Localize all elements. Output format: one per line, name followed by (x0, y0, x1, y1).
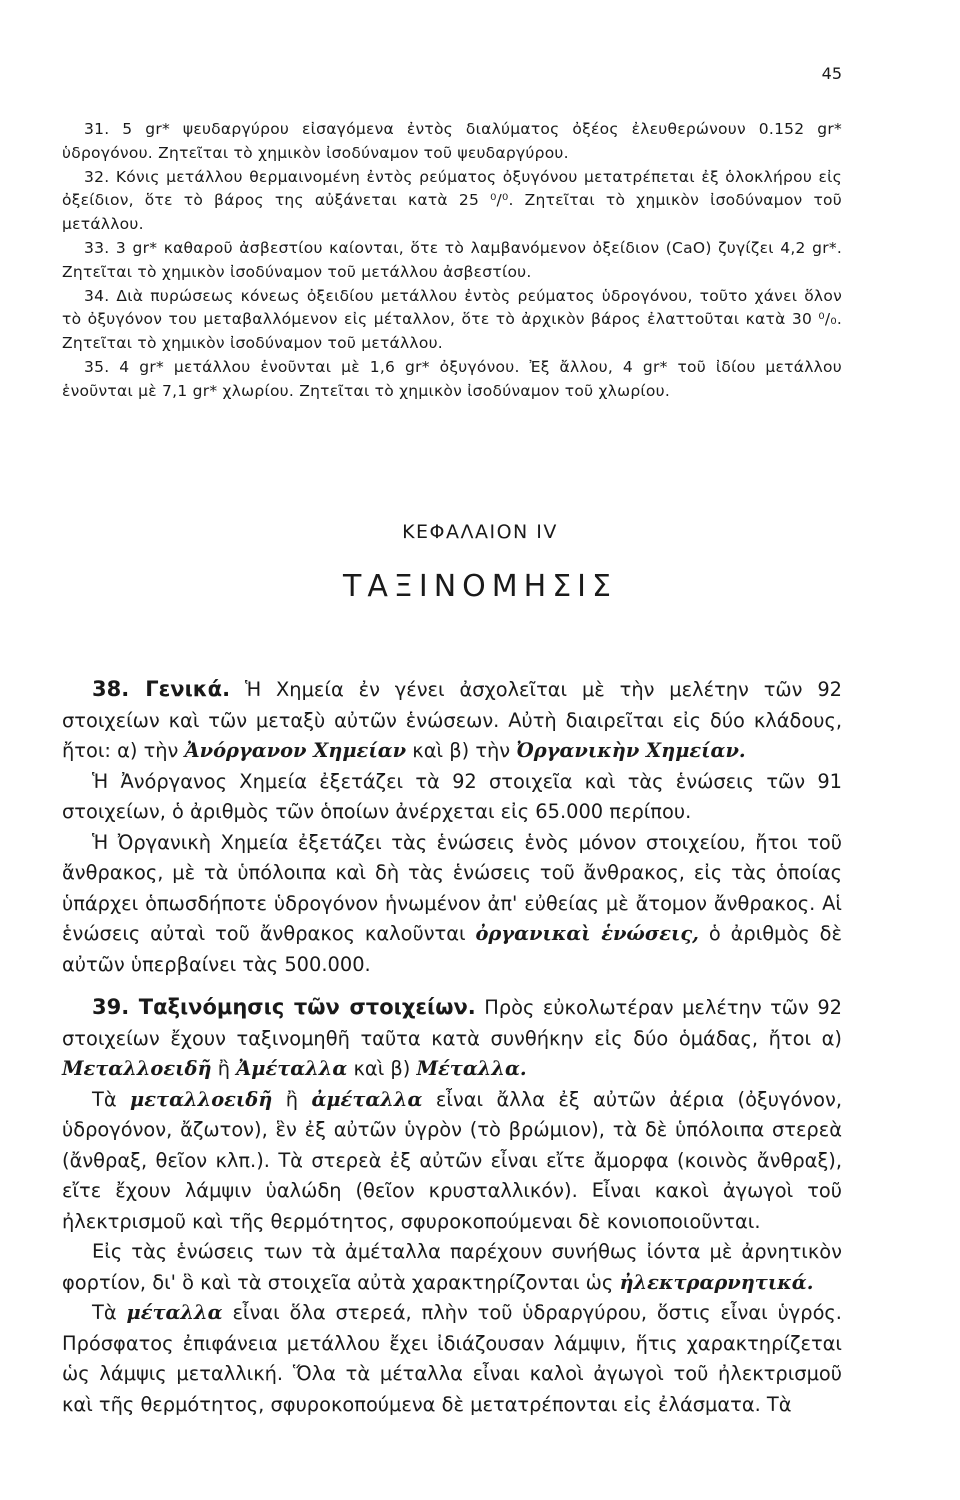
chapter-label: ΚΕΦΑΛΑΙΟΝ IV (402, 521, 558, 543)
body-text (62, 674, 842, 1420)
section-38-paragraph-3 (62, 828, 842, 981)
section-39-paragraph-4 (62, 1298, 842, 1420)
exercise-33: 33. 3 gr* καθαροῦ ἀσβεστίου καίονται, ὅτε τὸ λαμβανόμενον ὀξείδιον (CaO) ζυγίζει 4,2 gr*. Ζητεῖται τὸ χημικὸν ἰσοδύναμον τοῦ μετάλλου ἀσβεστίου. (62, 238, 842, 281)
paragraph-text: ὁ ἀριθμὸς δὲ αὐτῶν ὑπερβαίνει τὰς 500.000. (62, 922, 842, 976)
paragraph-text: καὶ β) τὴν (412, 739, 511, 762)
exercise-35: 35. 4 gr* μετάλλου ἑνοῦνται μὲ 1,6 gr* ὀξυγόνου. Ἐξ ἄλλου, 4 gr* τοῦ ἰδίου μετάλλου ἑνοῦνται μὲ 7,1 gr* χλωρίου. Ζητεῖται τὸ χημικὸν ἰσοδύναμον τοῦ χλωρίου. (62, 357, 842, 400)
page-number: 45 (821, 64, 842, 83)
section-39-paragraph-3 (62, 1237, 842, 1298)
term-organic-compounds: ὀργανικαὶ ἑνώσεις, (475, 922, 699, 945)
exercise-list (62, 118, 842, 404)
term-nonmetals: Ἀμέταλλα (236, 1057, 348, 1080)
chapter-title: ΤΑΞΙΝΟΜΗΣΙΣ (343, 569, 617, 604)
paragraph-text: εἶναι ἄλλα ἐξ αὐτῶν ἀέρια (ὀξυγόνον, ὑδρογόνον, ἄζωτον), ἓν ἐξ αὐτῶν ὑγρὸν (τὸ βρώμιον), τὰ δὲ ὑπόλοιπα στερεὰ (ἄνθραξ, θεῖον κλπ.). Τὰ στερεὰ ἐξ αὐτῶν εἶναι εἴτε ἄμορφα (κοινὸς ἄνθραξ), εἴτε ἔχουν λάμψιν ὑαλώδη (θεῖον κρυσταλλικόν). Εἶναι κακοὶ ἀγωγοὶ τοῦ ἠλεκτρισμοῦ καὶ τῆς θερμότητος, σφυροκοπούμεναι δὲ κονιοποιοῦνται. (62, 1087, 843, 1233)
section-38-paragraph-1 (62, 674, 842, 767)
section-39-heading: 39. Ταξινόμησις τῶν στοιχείων. (92, 995, 476, 1019)
section-38-heading: 38. Γενικά. (92, 677, 231, 701)
term-metals-lower: μέταλλα (126, 1301, 223, 1324)
paragraph-text: εἶναι ὅλα στερεά, πλὴν τοῦ ὑδραργύρου, ὅστις εἶναι ὑγρός. Πρόσφατος ἐπιφάνεια μετάλλου ἔχει ἰδιάζουσαν λάμψιν, ἥτις χαρακτηρίζεται ὡς λάμψις μεταλλική. Ὅλα τὰ μέταλλα εἶναι καλοὶ ἀγωγοὶ τοῦ ἠλεκτρισμοῦ καὶ τῆς θερμότητος, σφυροκοπούμενα δὲ μετατρέπονται εἰς ἐλάσματα. Τὰ (62, 1301, 842, 1416)
section-38-paragraph-2: Ἡ Ἀνόργανος Χημεία ἐξετάζει τὰ 92 στοιχεῖα καὶ τὰς ἑνώσεις τῶν 91 στοιχείων, ὁ ἀριθμὸς τῶν ὁποίων ἀνέρχεται εἰς 65.000 περίπου. (62, 769, 842, 823)
paragraph-text: Εἰς τὰς ἑνώσεις των τὰ ἀμέταλλα παρέχουν συνήθως ἰόντα μὲ ἀρνητικὸν φορτίον, δι' ὃ καὶ τὰ στοιχεῖα αὐτὰ χαρακτηρίζονται ὡς (62, 1240, 842, 1294)
term-organic-chemistry: Ὀργανικὴν Χημείαν. (516, 739, 746, 762)
paragraph-text: Ἡ Ὀργανικὴ Χημεία ἐξετάζει τὰς ἑνώσεις ἑνὸς μόνον στοιχείου, ἤτοι τοῦ ἄνθρακος, μὲ τὰ ὑπόλοιπα καὶ δὴ τὰς ἑνώσεις τοῦ ἄνθρακος, εἰς τὰς ὁποίας ὑπάρχει ὁπωσδήποτε ὑδρογόνον ἡνωμένον ἀπ' εὐθείας μὲ ἄτομον ἄνθρακος. Αἱ ἑνώσεις αὐταὶ τοῦ ἄνθρακος καλοῦνται (62, 830, 842, 945)
term-inorganic-chemistry: Ἀνόργανον Χημείαν (184, 739, 407, 762)
term-metalloids: Μεταλλοειδῆ (62, 1057, 212, 1080)
paragraph-text: καὶ β) (353, 1057, 411, 1080)
paragraph-text: ἢ (217, 1057, 231, 1080)
exercise-34: 34. Διὰ πυρώσεως κόνεως ὀξειδίου μετάλλου ἐντὸς ρεύματος ὑδρογόνου, τοῦτο χάνει ὅλον τὸ ὀξυγόνον του μεταβαλλόμενον εἰς μέταλλον, ὅτε τὸ ἀρχικὸν βάρος ἐλαττοῦται κατὰ 30 ⁰/₀. Ζητεῖται τὸ χημικὸν ἰσοδύναμον τοῦ μετάλλου. (62, 286, 842, 353)
paragraph-text: Ἡ Χημεία ἐν γένει ἀσχολεῖται μὲ τὴν μελέτην τῶν 92 στοιχείων καὶ τῶν μεταξὺ αὐτῶν ἑνώσεων. Αὐτὴ διαιρεῖται εἰς δύο κλάδους, ἤτοι: α) τὴν (62, 678, 842, 762)
term-metals: Μέταλλα. (416, 1057, 527, 1080)
paragraph-text: Τὰ (92, 1087, 117, 1111)
paragraph-text: ἢ (285, 1087, 299, 1111)
paragraph-text: Τὰ (92, 1301, 117, 1324)
term-electronegative: ἠλεκτραρνητικά. (619, 1270, 814, 1294)
term-metalloids-lower: μεταλλοειδῆ (130, 1087, 273, 1111)
exercise-32: 32. Κόνις μετάλλου θερμαινομένη ἐντὸς ρεύματος ὀξυγόνου μετατρέπεται ἐξ ὁλοκλήρου εἰς ὀξείδιον, ὅτε τὸ βάρος της αὐξάνεται κατὰ 25 ⁰/⁰. Ζητεῖται τὸ χημικὸν ἰσοδύναμον τοῦ μετάλλου. (62, 167, 842, 234)
section-39-paragraph-2 (62, 1085, 842, 1238)
section-39-paragraph-1 (62, 992, 842, 1085)
term-nonmetals-lower: ἀμέταλλα (311, 1087, 423, 1111)
paragraph-text: Πρὸς εὐκολωτέραν μελέτην τῶν 92 στοιχείων ἔχουν ταξινομηθῆ ταῦτα κατὰ συνθήκην εἰς δύο ὁμάδας, ἤτοι α) (62, 996, 843, 1050)
exercise-31: 31. 5 gr* ψευδαργύρου εἰσαγόμενα ἐντὸς διαλύματος ὀξέος ἐλευθερώνουν 0.152 gr* ὑδρογόνου. Ζητεῖται τὸ χημικὸν ἰσοδύναμον τοῦ ψευδαργύρου. (62, 120, 842, 162)
